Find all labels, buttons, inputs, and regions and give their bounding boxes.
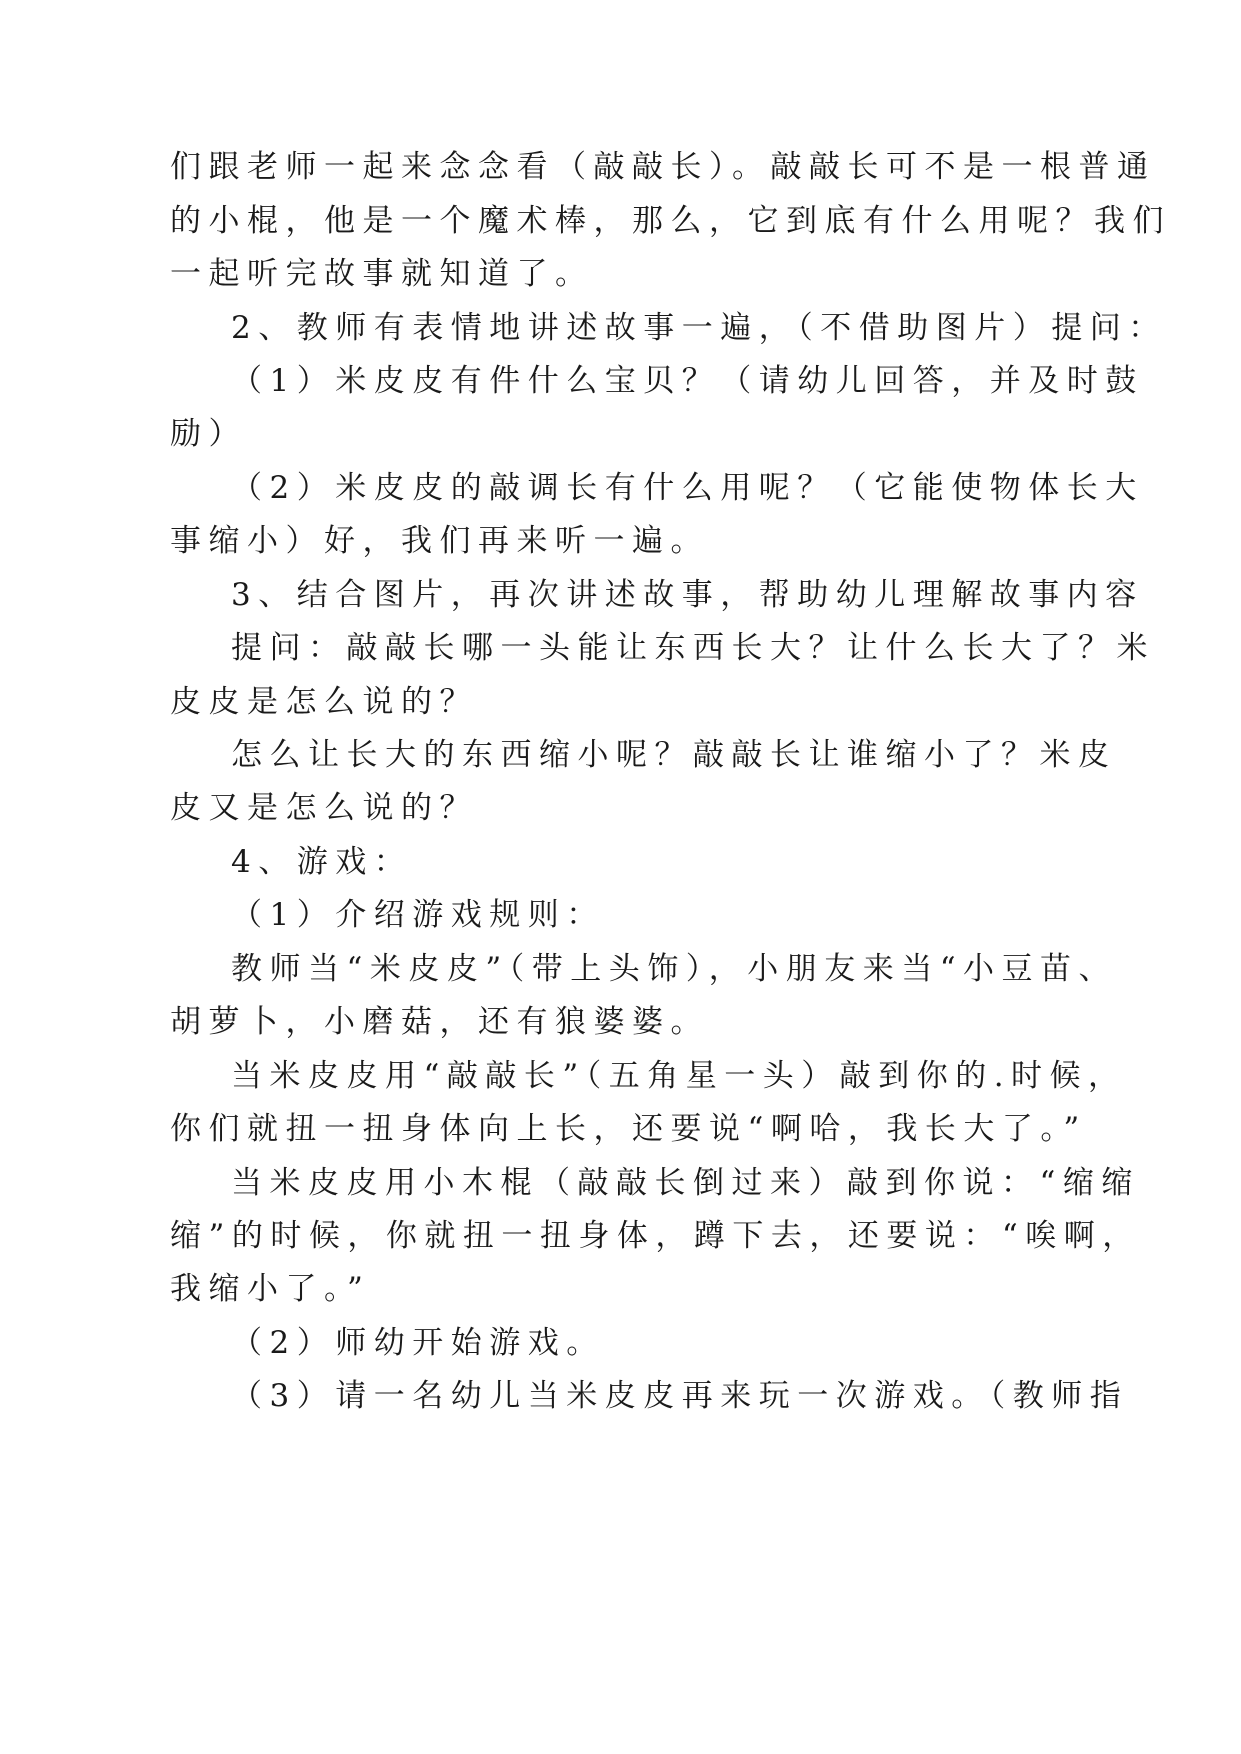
text-line: （1）米皮皮有件什么宝贝？（请幼儿回答，并及时鼓: [231, 363, 1144, 399]
text-line: 皮皮是怎么说的？: [170, 684, 478, 720]
text-line: （2）师幼开始游戏。: [231, 1325, 605, 1361]
text-line: 们跟老师一起来念念看（敲敲长）。敲敲长可不是一根普通: [170, 149, 1156, 185]
text-line: 2、教师有表情地讲述故事一遍，（不借助图片）提问：: [231, 310, 1167, 346]
text-line: 怎么让长大的东西缩小呢？敲敲长让谁缩小了？米皮: [231, 737, 1117, 773]
text-line: 提问：敲敲长哪一头能让东西长大？让什么长大了？米: [231, 630, 1155, 666]
text-line: 的小棍，他是一个魔术棒，那么，它到底有什么用呢？我们: [170, 203, 1171, 239]
text-line: 当米皮皮用“敲敲长”（五角星一头）敲到你的.时候，: [231, 1058, 1127, 1094]
text-line: 当米皮皮用小木棍（敲敲长倒过来）敲到你说：“缩缩: [231, 1165, 1140, 1201]
text-line: 4、游戏：: [231, 844, 413, 880]
text-line: 胡萝卜，小磨菇，还有狼婆婆。: [170, 1004, 709, 1040]
text-line: 3、结合图片，再次讲述故事，帮助幼儿理解故事内容: [231, 577, 1144, 613]
text-line: 皮又是怎么说的？: [170, 790, 478, 826]
text-line: 一起听完故事就知道了。: [170, 256, 594, 292]
text-line: （3）请一名幼儿当米皮皮再来玩一次游戏。（教师指: [231, 1378, 1129, 1414]
text-line: 事缩小）好，我们再来听一遍。: [170, 523, 709, 559]
text-line: 教师当“米皮皮”（带上头饰），小朋友来当“小豆苗、: [231, 951, 1118, 987]
text-line: 励）: [170, 416, 247, 452]
text-line: 你们就扭一扭身体向上长，还要说“啊哈，我长大了。”: [170, 1111, 1087, 1147]
text-line: （2）米皮皮的敲调长有什么用呢？（它能使物体长大: [231, 470, 1144, 506]
text-line: （1）介绍游戏规则：: [231, 897, 605, 933]
text-line: 缩”的时候，你就扭一扭身体，蹲下去，还要说：“唉啊，: [170, 1218, 1141, 1254]
text-line: 我缩小了。”: [170, 1271, 371, 1307]
